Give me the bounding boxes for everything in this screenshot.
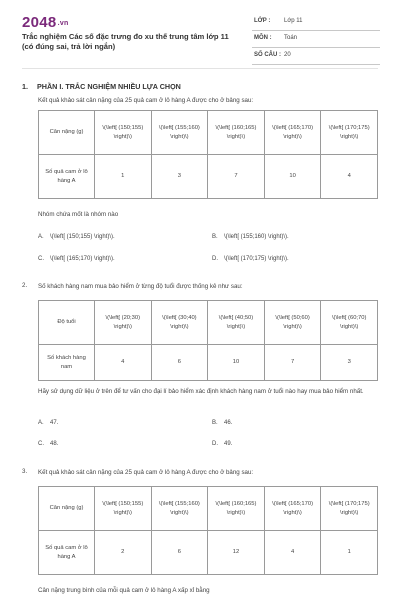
meta-subject: MÔN : Toán: [252, 31, 380, 48]
question-1-option-a[interactable]: A. \(\left[ (150;155) \right)\).: [38, 234, 115, 240]
table-row: Cân nặng (g) \(\left[ (150;155) \right)\) \(\left[ (155;160) \right)\) \(\left[ (160;165) \right)\) \(\left[ (165;170) \right)\) \(\left[ (170;175) \right)\): [39, 111, 378, 155]
question-2-option-b[interactable]: B. 46.: [212, 420, 233, 426]
meta-class: LỚP : Lớp 11: [252, 14, 380, 31]
question-text: Kết quả khảo sát cân nặng của 25 quả cam ở lô hàng A được cho ở bảng sau:: [38, 469, 254, 476]
question-2-table: [38, 300, 378, 381]
logo-suffix: .vn: [57, 20, 69, 27]
question-1-table: [38, 110, 378, 199]
logo-text: 2048: [22, 14, 57, 31]
question-3-prompt: Cân nặng trung bình của mỗi quả cam ở lô hàng A xấp xỉ bằng: [38, 587, 210, 594]
question-1-prompt: Nhóm chứa mốt là nhóm nào: [38, 211, 119, 218]
question-2-option-a[interactable]: A. 47.: [38, 420, 59, 426]
question-1-option-c[interactable]: C. \(\left[ (165;170) \right)\).: [38, 256, 115, 262]
table-row: Độ tuổi \(\left[ (20;30) \right)\) \(\left[ (30;40) \right)\) \(\left[ (40;50) \right)\) \(\left[ (50;60) \right)\) \(\left[ (60;70) \right)\): [39, 301, 378, 345]
site-logo[interactable]: [22, 14, 69, 31]
table-row: Số khách hàng nam 4 6 10 7 3: [39, 345, 378, 381]
question-text: Kết quả khảo sát cân nặng của 25 quả cam ở lô hàng A được cho ở bảng sau:: [38, 97, 254, 104]
question-3-table: [38, 486, 378, 575]
table-row: Số quả cam ở lô hàng A 2 6 12 4 1: [39, 531, 378, 575]
section-title: 1. PHẦN I. TRẮC NGHIỆM NHIỀU LỰA CHỌN: [22, 82, 181, 91]
document-title: Trắc nghiệm Các số đặc trưng đo xu thế trung tâm lớp 11 (có đúng sai, trả lời ngắn): [22, 32, 229, 51]
question-text: Số khách hàng nam mua bảo hiểm ở từng độ tuổi được thống kê như sau:: [38, 283, 243, 290]
question-1-option-b[interactable]: B. \(\left[ (155;160) \right)\).: [212, 234, 289, 240]
question-1-option-d[interactable]: D. \(\left[ (170;175) \right)\).: [212, 256, 289, 262]
table-row: Số quả cam ở lô hàng A 1 3 7 10 4: [39, 155, 378, 199]
header-divider: [22, 68, 378, 69]
table-row: Cân nặng (g) \(\left[ (150;155) \right)\) \(\left[ (155;160) \right)\) \(\left[ (160;165) \right)\) \(\left[ (165;170) \right)\) \(\left[ (170;175) \right)\): [39, 487, 378, 531]
meta-question-count: SỐ CÂU : 20: [252, 48, 380, 65]
document-meta: [252, 14, 380, 65]
question-2-prompt: Hãy sử dụng dữ liệu ở trên để tư vấn cho đại lí bảo hiểm xác định khách hàng nam ở tuổi nào hay mua bảo hiểm nhất.: [38, 388, 364, 395]
document-header: [0, 0, 400, 70]
question-2-option-d[interactable]: D. 49.: [212, 441, 233, 447]
question-2-option-c[interactable]: C. 48.: [38, 441, 59, 447]
